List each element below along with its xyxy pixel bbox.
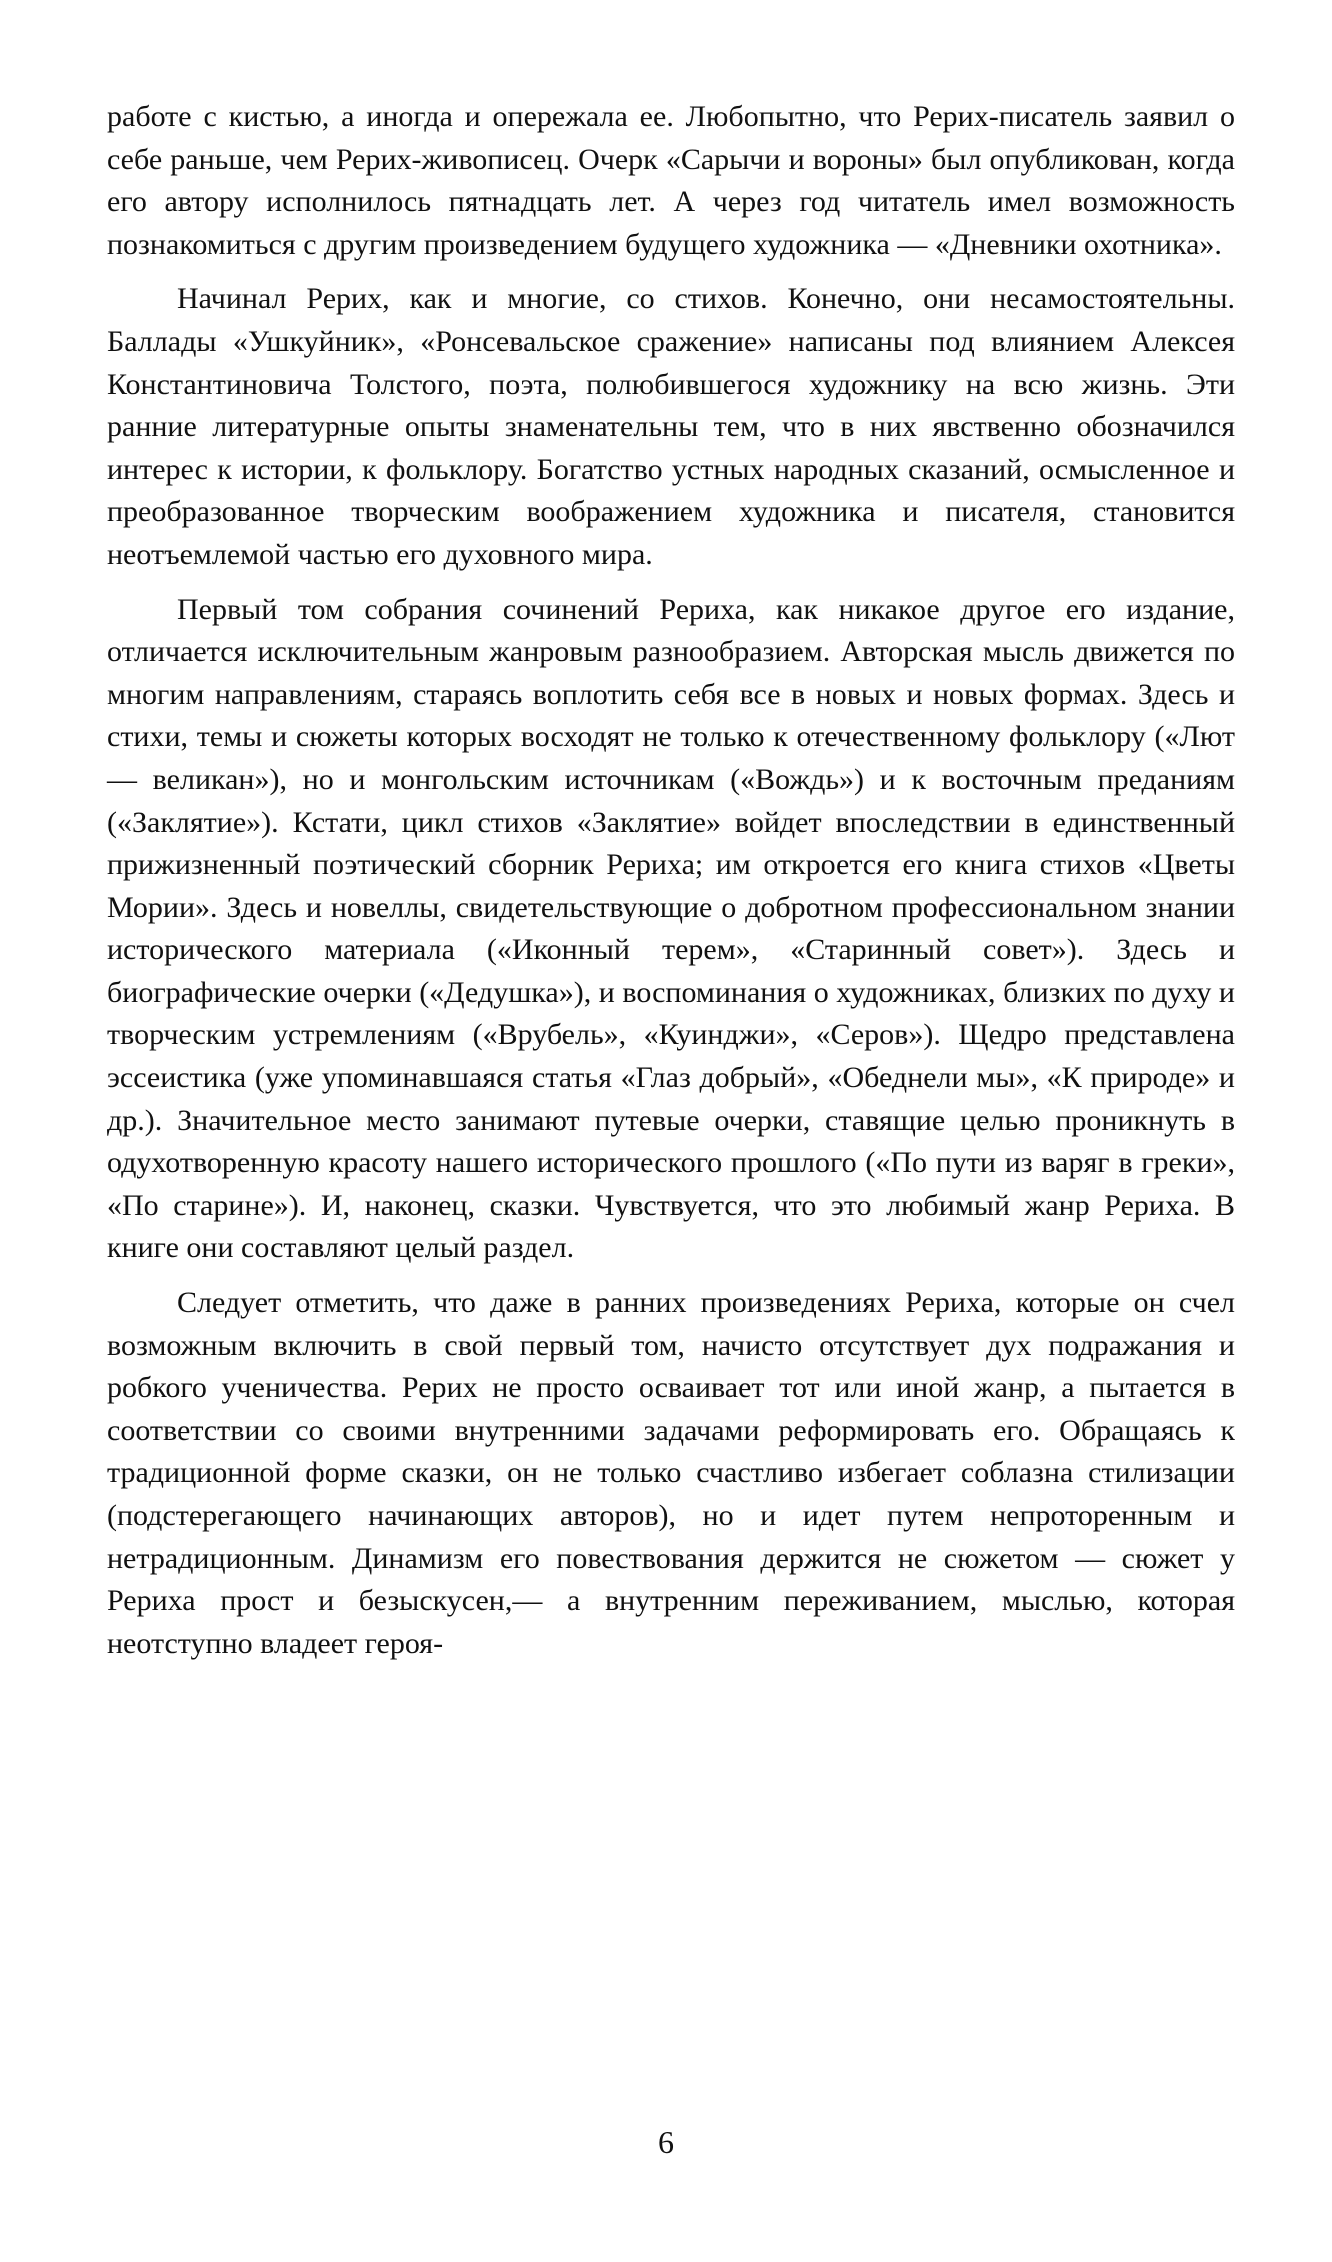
paragraph-first-volume: Первый том собрания сочинений Рериха, как никакое другое его издание, отличается исключительным жанровым разнообразием. Авторская мысль движется по многим направлениям, стараясь воплотить себя все в новых и новых формах. Здесь и стихи, темы и сюжеты которых восходят не только к отечественному фольклору («Лют — великан»), но и монгольским источникам («Вождь») и к восточным преданиям («Заклятие»). Кстати, цикл стихов «Заклятие» войдет впоследствии в единственный прижизненный поэтический сборник Рериха; им откроется его книга стихов «Цветы Мории». Здесь и новеллы, свидетельствующие о добротном профессиональном знании исторического материала («Иконный терем», «Старинный совет»). Здесь и биографические очерки («Дедушка»), и воспоминания о художниках, близких по духу и творческим устремлениям («Врубель», «Куинджи», «Серов»). Щедро представлена эссеистика (уже упоминавшаяся статья «Глаз добрый», «Обеднели мы», «К природе» и др.). Значительное место занимают путевые очерки, ставящие целью проникнуть в одухотворенную красоту нашего исторического прошлого («По пути из варяг в греки», «По старине»). И, наконец, сказки. Чувствуется, что это любимый жанр Рериха. В книге они составляют целый раздел. [107,592,1235,1265]
paragraph-genre-reform: Следует отметить, что даже в ранних произведениях Рериха, которые он счел возможным включить в свой первый том, начисто отсутствует дух подражания и робкого ученичества. Рерих не просто осваивает тот или иной жанр, а пытается в соответствии со своими внутренними задачами реформировать его. Обращаясь к традиционной форме сказки, он не только счастливо избегает соблазна стилизации (подстерегающего начинающих авторов), но и идет путем непроторенным и нетрадиционным. Динамизм его повествования держится не сюжетом — сюжет у Рериха прост и безыскусен,— а внутренним переживанием, мыслью, которая неотступно владеет героя- [107,1286,1235,1660]
page-number: 6 [658,2124,674,2160]
page-body [107,96,1235,1677]
paragraph-continuation: работе с кистью, а иногда и опережала ее. Любопытно, что Рерих-писатель заявил о себе раньше, чем Рерих-живописец. Очерк «Сарычи и вороны» был опубликован, когда его автору исполнилось пятнадцать лет. А через год читатель имел возможность познакомиться с другим произведением будущего художника — «Дневники охотника». [107,100,1235,261]
paragraph-poetry: Начинал Рерих, как и многие, со стихов. Конечно, они несамостоятельны. Баллады «Ушкуйник», «Ронсевальское сражение» написаны под влиянием Алексея Константиновича Толстого, поэта, полюбившегося художнику на всю жизнь. Эти ранние литературные опыты знаменательны тем, что в них явственно обозначился интерес к истории, к фольклору. Богатство устных народных сказаний, осмысленное и преобразованное творческим воображением художника и писателя, становится неотъемлемой частью его духовного мира. [107,282,1235,571]
